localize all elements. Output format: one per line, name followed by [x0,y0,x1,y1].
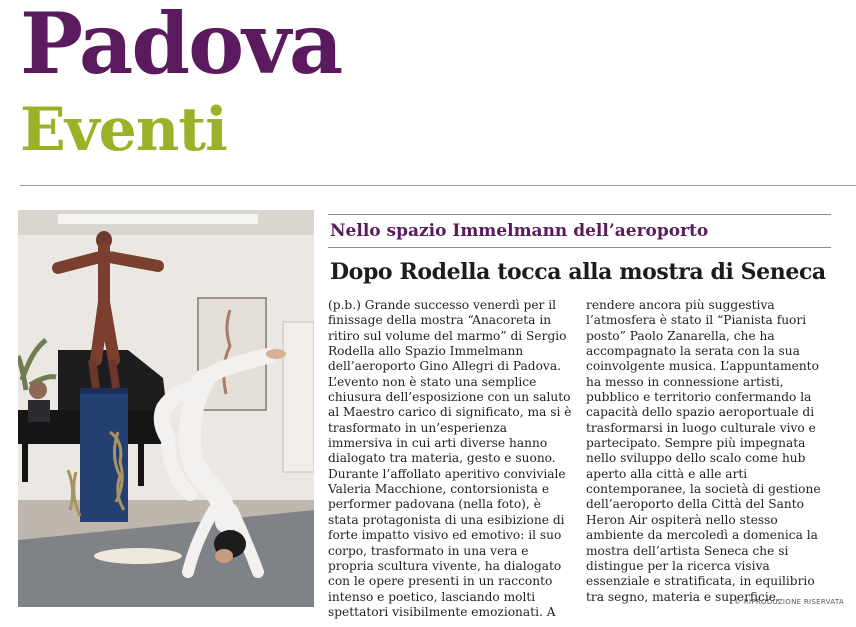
section-divider [20,185,856,186]
text-line: partecipato. Sempre più impegnata [586,436,806,451]
article-kicker: Nello spazio Immelmann dell’aeroporto [330,221,709,241]
text-line: ha messo in connessione artisti, [586,374,784,389]
text-line: capacità dello spazio aeroportuale di [586,405,815,420]
text-line: Durante l’affollato aperitivo conviviale [328,466,566,481]
copyright-notice: © RIPRODUZIONE RISERVATA [734,598,844,606]
text-line: spettatori visibilmente emozionati. A [328,604,556,619]
text-line: L’evento non è stato una semplice [328,374,537,389]
text-line: immersiva in cui arti diverse hanno [328,436,548,451]
text-line: aperto alla città e alle arti [586,466,748,481]
text-line: trasformarsi in luogo culturale vivo e [586,420,816,435]
text-line: intenso e poetico, lasciando molti [328,589,536,604]
text-line: chiusura dell’esposizione con un saluto [328,390,571,405]
text-line: l’atmosfera è stato il “Pianista fuori [586,313,807,328]
text-line: rendere ancora più suggestiva [586,298,775,312]
text-line: essenziale e stratificata, in equilibrio [586,574,815,589]
text-line: Heron Air ospiterà nello stesso [586,512,778,527]
article-headline: Dopo Rodella tocca alla mostra di Seneca [330,259,826,285]
text-line: dialogato tra materia, gesto e suono. [328,451,556,466]
text-line: corpo, trasformato in una vera e [328,543,529,558]
text-line: stata protagonista di una esibizione di [328,512,565,527]
text-line: trasformato in un’esperienza [328,420,507,435]
text-line: performer padovana (nella foto), è [328,497,541,512]
text-line: con le opere presenti in un racconto [328,574,553,589]
text-line: tra segno, materia e superficie. [586,589,780,604]
text-line: Valeria Macchione, contorsionista e [328,482,550,497]
kicker-rule-bottom [328,247,831,248]
article-column-2 [586,298,830,605]
text-line: coinvolgente musica. L’appuntamento [586,359,819,374]
text-line: Rodella allo Spazio Immelmann [328,344,524,359]
text-line: propria scultura vivente, ha dialogato [328,558,562,573]
text-line: nello sviluppo dello scalo come hub [586,451,806,466]
text-line: distingue per la ricerca visiva [586,558,770,573]
text-line: ritiro sul volume del marmo” di Sergio [328,328,567,343]
text-line: forte impatto visivo ed emotivo: il suo [328,528,562,543]
masthead-subtitle: Eventi [20,95,227,165]
kicker-rule-top [328,214,831,215]
text-line: dell’aeroporto della Città del Santo [586,497,804,512]
text-line: mostra dell’artista Seneca che si [586,543,789,558]
text-line: accompagnato la serata con la sua [586,344,800,359]
text-line: (p.b.) Grande successo venerdì per il [328,298,557,312]
text-line: dell’aeroporto Gino Allegri di Padova. [328,359,561,374]
text-line: contemporanee, la società di gestione [586,482,821,497]
text-line: posto” Paolo Zanarella, che ha [586,328,775,343]
text-line: pubblico e territorio confermando la [586,390,812,405]
article-column-1 [328,298,572,620]
text-line: al Maestro carico di significato, ma si è [328,405,572,420]
text-line: ambiente da mercoledì a domenica la [586,528,818,543]
article-photo [18,210,314,607]
masthead-title: Padova [20,0,342,93]
text-line: finissage della mostra “Anacoreta in [328,313,552,328]
